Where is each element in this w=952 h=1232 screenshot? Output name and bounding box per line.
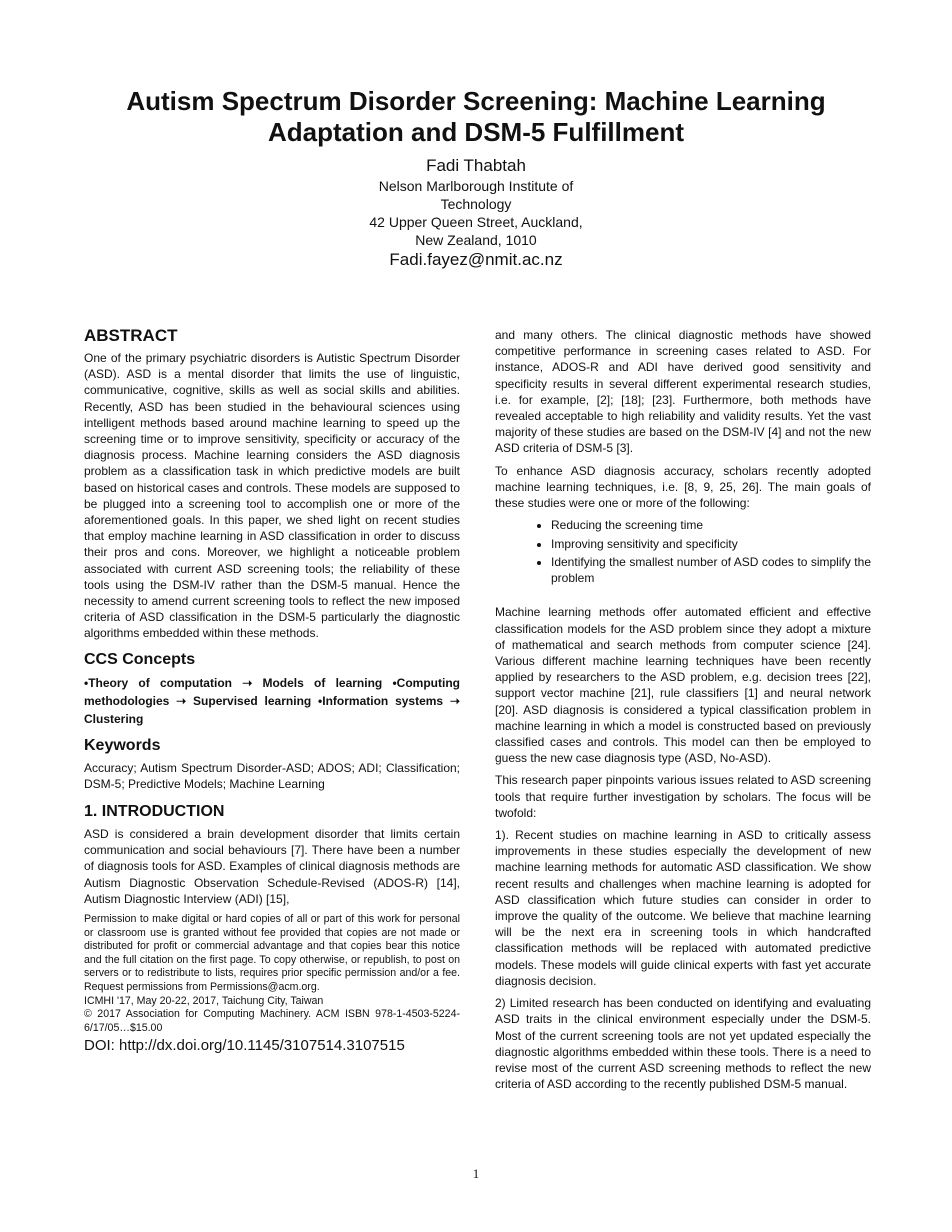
doi-link[interactable]: DOI: http://dx.doi.org/10.1145/3107514.3107515 xyxy=(84,1037,405,1055)
page-number: 1 xyxy=(472,1166,480,1181)
author-name: Fadi Thabtah xyxy=(426,156,526,175)
goals-list xyxy=(495,517,871,586)
ccs-heading: CCS Concepts xyxy=(84,650,196,668)
body-paragraph-1: and many others. The clinical diagnostic methods have showed competitive performance in screening cases related to ASD. For instance, ADOS-R and ADI have derived good sensitivity and specificity results in several different experimental research studies, i.e. for example, [2]; [18]; [23]. Furthermore, both methods have revealed acceptable to high reliability and validity results. Yet the vast majority of these studies are based on the DSM-IV [4] and not the new ASD criteria of DSM-5 [3]. xyxy=(495,328,871,456)
conference-info: ICMHI '17, May 20-22, 2017, Taichung City, Taiwan xyxy=(84,994,324,1007)
ccs-concepts: •Theory of computation ➝ Models of learning •Computing methodologies ➝ Supervised learning •Information systems ➝ Clustering xyxy=(84,675,460,726)
author-affiliation-1: Nelson Marlborough Institute of xyxy=(378,178,574,194)
abstract-text: One of the primary psychiatric disorders is Autistic Spectrum Disorder (ASD). ASD is a mental disorder that limits the use of linguistic, communicative, cognitive, skills as well as social skills and abilities. Recently, ASD has been studied in the behavioural sciences using intelligent methods based around machine learning to speed up the screening time or to improve sensitivity, specificity or accuracy of the diagnosis process. Machine learning considers the ASD diagnosis problem as a classification task in which predictive models are built based on historical cases and controls. These models are supposed to be plugged into a screening tool to accomplish one or more of the aforementioned goals. In this paper, we shed light on recent studies that employ machine learning in ASD classification in order to discuss their pros and cons. Moreover, we highlight a noticeable problem associated with current ASD screening tools; the reliability of these tools using the DSM-IV rather than the DSM-5 manual. Hence the necessity to amend current screening tools to reflect the new imposed criteria of ASD classification in the DSM-5 particularly the diagnostic algorithms embedded within these methods. xyxy=(84,351,460,641)
body-paragraph-2: To enhance ASD diagnosis accuracy, scholars recently adopted machine learning techniques, i.e. [8, 9, 25, 26]. The main goals of these studies were one or more of the following: xyxy=(495,463,871,511)
list-item: • Improving sensitivity and specificity xyxy=(551,536,871,552)
left-column xyxy=(84,326,460,1055)
abstract-heading: ABSTRACT xyxy=(84,326,178,345)
paper-title: Autism Spectrum Disorder Screening: Machine Learning Adaptation and DSM-5 Fulfillment xyxy=(126,86,826,147)
copyright-notice: © 2017 Association for Computing Machinery. ACM ISBN 978-1-4503-5224-6/17/05…$15.00 xyxy=(84,1008,460,1034)
author-email[interactable]: Fadi.fayez@nmit.ac.nz xyxy=(389,250,563,269)
body-paragraph-5: 1). Recent studies on machine learning in ASD to critically assess improvements in these studies especially the development of new machine learning methods for automatic ASD classification. We show recent results and challenges when machine learning is adopted for ASD classification which future studies can consider in order to improve the quality of the outcome. We believe that machine learning will be the next era in screening tools in which handcrafted classification methods will be replaced with automated predictive models. These models will guide clinical experts with fast yet accurate diagnosis decision. xyxy=(495,828,871,988)
keywords-heading: Keywords xyxy=(84,736,161,754)
list-item: • Identifying the smallest number of ASD codes to simplify the problem xyxy=(551,554,871,586)
author-block xyxy=(300,155,652,271)
introduction-heading: 1. INTRODUCTION xyxy=(84,803,225,821)
body-paragraph-3: Machine learning methods offer automated efficient and effective classification models for the ASD problem since they adopt a mixture of mathematical and search methods from computer science [24]. Various different machine learning techniques have been recently applied by researchers to the ASD problem, e.g. decision trees [22], support vector machine [21], rule classifiers [1] and neural network [20]. ASD diagnosis is considered a typical classification problem in machine learning in which a model is constructed based on previously classified cases and controls. This model can then be employed to guess the new case diagnosis type (ASD, No-ASD). xyxy=(495,605,871,766)
author-address-2: New Zealand, 1010 xyxy=(415,232,537,248)
keywords-text: Accuracy; Autism Spectrum Disorder-ASD; ADOS; ADI; Classification; DSM-5; Predictive Models; Machine Learning xyxy=(84,760,460,791)
permission-notice: Permission to make digital or hard copies of all or part of this work for personal or classroom use is granted without fee provided that copies are not made or distributed for profit or commercial advantage and that copies bear this notice and the full citation on the first page. To copy otherwise, or republish, to post on servers or to redistribute to lists, requires prior specific permission and/or a fee. Request permissions from Permissions@acm.org. xyxy=(84,913,460,994)
body-paragraph-4: This research paper pinpoints various issues related to ASD screening tools that require further investigation by scholars. The focus will be twofold: xyxy=(495,773,871,820)
list-item: • Reducing the screening time xyxy=(551,517,871,533)
author-affiliation-2: Technology xyxy=(440,196,512,212)
introduction-paragraph: ASD is considered a brain development disorder that limits certain communication and social behaviours [7]. There have been a number of diagnosis tools for ASD. Examples of clinical diagnosis methods are Autism Diagnostic Observation Schedule-Revised (ADOS-R) [14], Autism Diagnostic Interview (ADI) [15], xyxy=(84,827,460,906)
right-column xyxy=(495,327,871,1098)
author-address-1: 42 Upper Queen Street, Auckland, xyxy=(369,214,583,230)
body-paragraph-6: 2) Limited research has been conducted on identifying and evaluating ASD traits in the clinical environment especially under the DSM-5. Most of the current screening tools are not yet updated especially the diagnostic algorithms embedded within these tools. There is a need to revise most of the current ASD screening methods to reflect the new criteria of ASD according to the recently published DSM-5 manual. xyxy=(495,996,871,1092)
